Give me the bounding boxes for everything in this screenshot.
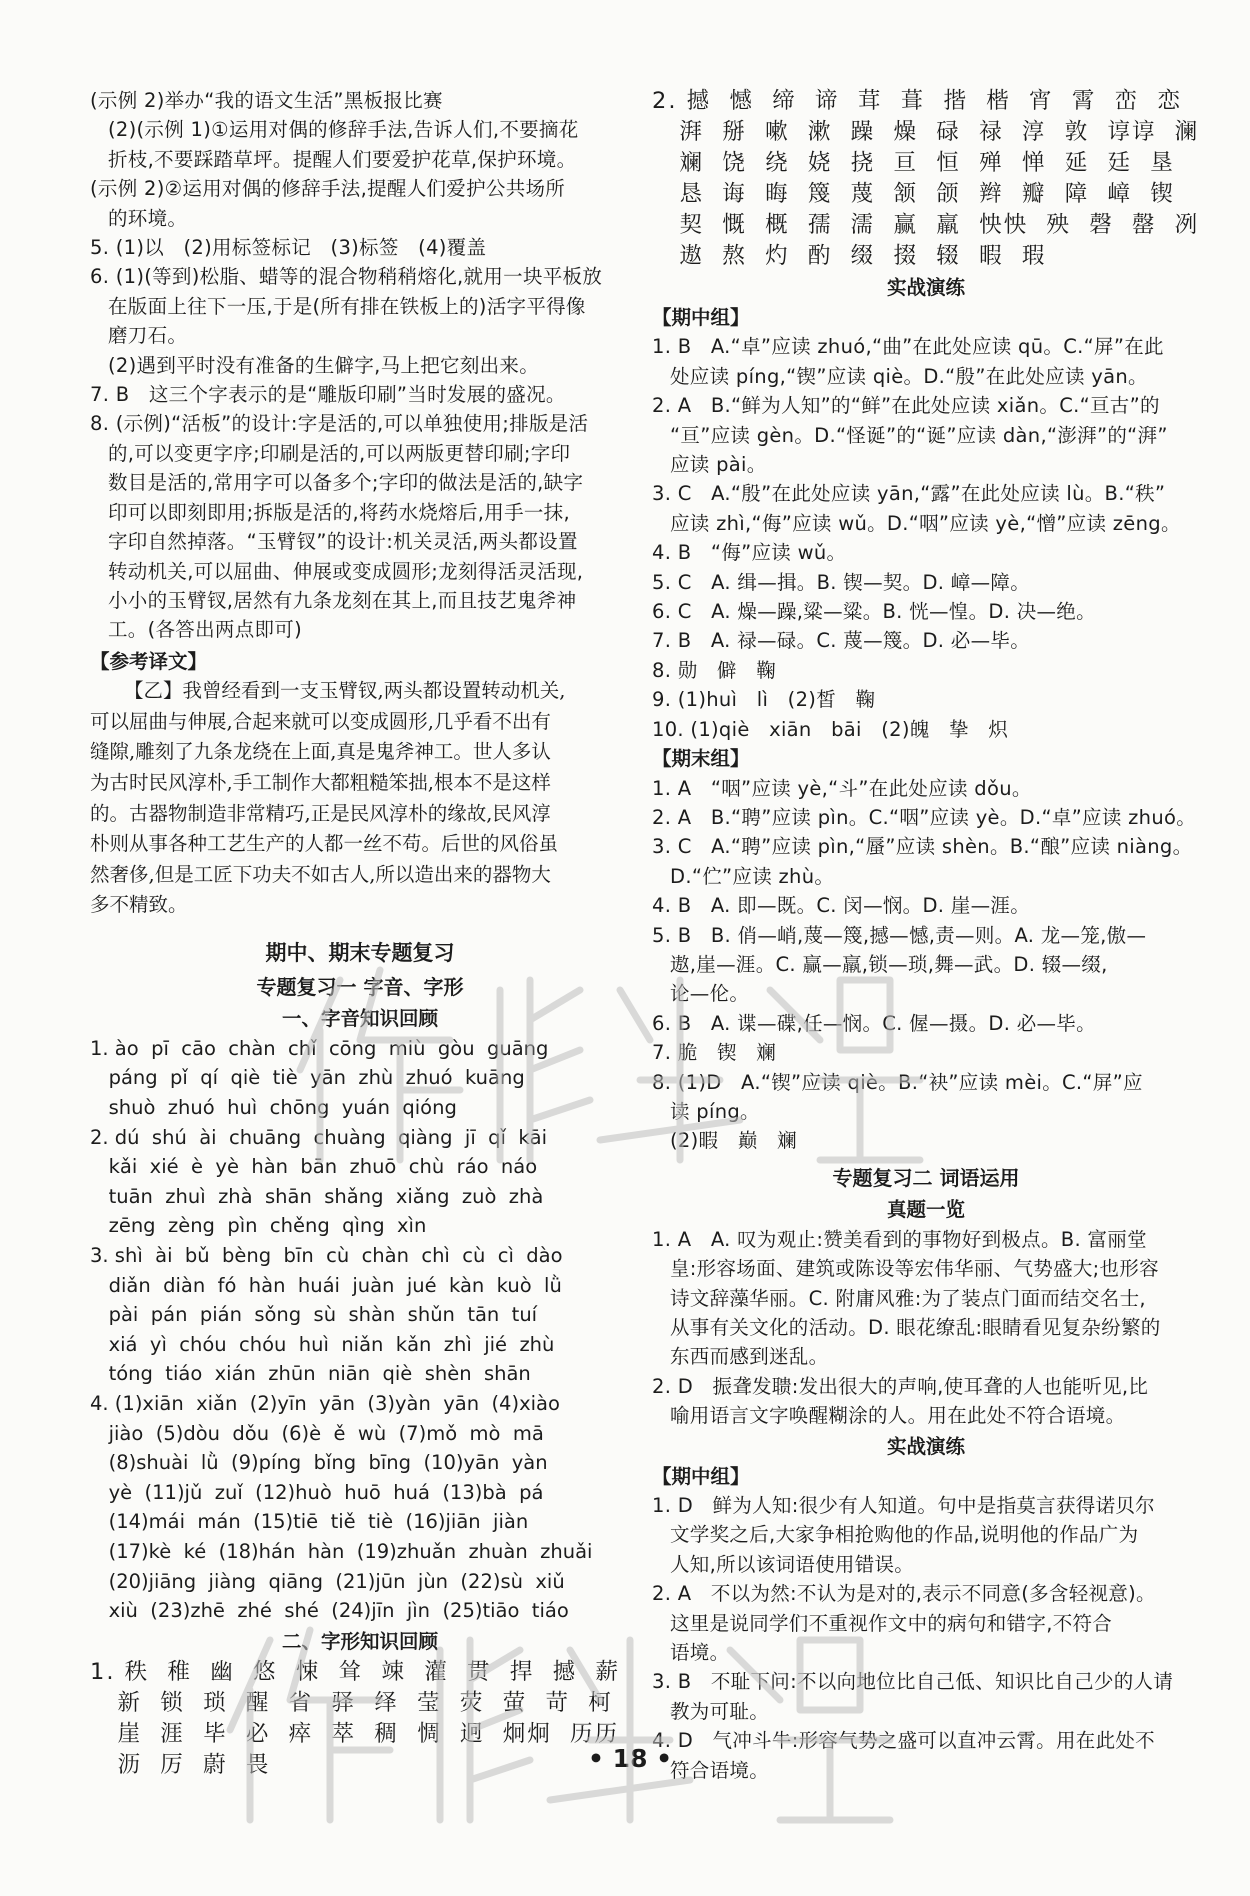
- answer-line: 数目是活的,常用字可以备多个;字印的做法是活的,缺字: [108, 471, 584, 495]
- answer-line: 折枝,不要踩踏草坪。提醒人们要爱护花草,保护环境。: [108, 147, 577, 171]
- answer-line: 皇:形容场面、建筑或陈设等宏伟华丽、气势盛大;也形容: [670, 1257, 1159, 1281]
- answer-line: D.“伫”应读 zhù。: [670, 864, 835, 888]
- character-line: 湃 掰 嗽 漱 躁 燥 碌 禄 淳 敦 谆谆 澜: [652, 119, 1200, 145]
- translation-line: 【乙】我曾经看到一支玉臂钗,两头都设置转动机关,: [124, 679, 566, 703]
- answer-line: 读 píng。: [670, 1099, 760, 1123]
- practice-title-2: 实战演练: [886, 1434, 965, 1458]
- answer-line: 2. A B.“鲜为人知”的“鲜”在此处应读 xiǎn。C.“亘古”的: [652, 394, 1160, 418]
- answer-line: 2. D 振聋发聩:发出很大的声响,使耳聋的人也能听见,比: [652, 1374, 1149, 1398]
- answer-line: 6. (1)(等到)松脂、蜡等的混合物稍稍熔化,就用一块平板放: [90, 265, 603, 289]
- page-number: • 18 •: [588, 1744, 673, 1773]
- pinyin-line: 1. ào pī cāo chàn chǐ cōng miù gòu guāng: [90, 1036, 549, 1060]
- practice-title: 实战演练: [886, 276, 965, 299]
- topic2-title: 专题复习二 词语运用: [832, 1165, 1020, 1190]
- answer-line: 在版面上往下一压,于是(所有排在铁板上的)活字平得像: [108, 294, 586, 318]
- answer-line: 工。(各答出两点即可): [108, 618, 303, 642]
- answer-line: 诗文辞藻华丽。C. 附庸风雅:为了装点门面而结交名士,: [670, 1286, 1146, 1310]
- answer-line: 1. D 鲜为人知:很少有人知道。句中是指莫言获得诺贝尔: [652, 1494, 1155, 1518]
- character-line: 新 锁 琐 醒 省 驿 绎 莹 荧 萤 苛 柯: [90, 1689, 613, 1716]
- answer-line: 喻用语言文字唤醒糊涂的人。用在此处不符合语境。: [670, 1404, 1126, 1428]
- answer-line: 4. B “侮”应读 wǔ。: [652, 541, 847, 565]
- character-form-answers: [90, 1657, 630, 1781]
- answer-line: 6. C A. 燥—躁,粱—粱。B. 恍—惶。D. 决—绝。: [652, 600, 1096, 624]
- character-line: 契 慨 概 孺 濡 赢 羸 怏怏 殃 磬 罄 冽: [652, 212, 1200, 238]
- answer-line: 符合语境。: [670, 1758, 770, 1782]
- right-column: [652, 86, 1200, 1785]
- translation-line: 朴则从事各种工艺生产的人都一丝不苟。后世的风俗虽: [90, 832, 559, 856]
- answer-line: (示例 2)②运用对偶的修辞手法,提醒人们爱护公共场所: [90, 177, 566, 201]
- answer-line: (2)(示例 1)①运用对偶的修辞手法,告诉人们,不要摘花: [108, 118, 579, 142]
- answer-line: 教为可耻。: [670, 1699, 770, 1723]
- answer-line: 8. (示例)“活板”的设计:字是活的,可以单独使用;排版是活: [90, 412, 589, 436]
- answer-line: 7. 脆 锲 斓: [652, 1041, 777, 1065]
- answer-line: 5. B B. 俏—峭,蔑—篾,撼—憾,责—则。A. 龙—笼,傲—: [652, 923, 1147, 947]
- midterm-answers-2: [652, 1491, 1200, 1785]
- left-answers: [90, 86, 630, 645]
- answer-line: (示例 2)举办“我的语文生活”黑板报比赛: [90, 89, 443, 112]
- answer-line: 2. A B.“聘”应读 pìn。C.“咽”应读 yè。D.“卓”应读 zhuó。: [652, 805, 1197, 829]
- pinyin-line: (8)shuài lǜ (9)píng bǐng bīng (10)yān yàn: [90, 1451, 548, 1475]
- midterm-tag-2: 【期中组】: [652, 1464, 750, 1488]
- answer-line: 6. B A. 谍—碟,任—悯。C. 偓—摄。D. 必—毕。: [652, 1011, 1096, 1035]
- answer-line: 转动机关,可以屈曲、伸展或变成圆形;龙刻得活灵活现,: [108, 559, 584, 583]
- answer-line: 3. C A.“殷”在此处应读 yān,“露”在此处应读 lù。B.“秩”: [652, 482, 1166, 506]
- pinyin-line: pài pán pián sǒng sù shàn shǔn tān tuí: [90, 1303, 538, 1327]
- answer-line: 3. C A.“聘”应读 pìn,“蜃”应读 shèn。B.“酿”应读 niàng。: [652, 835, 1193, 859]
- answer-line: 小小的玉臂钗,居然有九条龙刻在其上,而且技艺鬼斧神: [108, 588, 577, 612]
- answer-line: 5. C A. 缉—揖。B. 锲—契。D. 嶂—障。: [652, 570, 1030, 594]
- character-line: 斓 饶 绕 娆 挠 亘 恒 殚 惮 延 廷 垦: [652, 150, 1175, 176]
- real-questions-answers: [652, 1225, 1200, 1431]
- pinyin-line: 2. dú shú ài chuāng chuàng qiàng jī qǐ kāi: [90, 1125, 547, 1149]
- answer-line: 东西而感到迷乱。: [670, 1345, 829, 1369]
- topic1-title: 专题复习一 字音、字形: [256, 974, 464, 999]
- character-line: 恳 诲 晦 篾 蔑 颔 颌 辫 瓣 障 嶂 锲: [652, 181, 1175, 207]
- part2-title: 二、字形知识回顾: [281, 1629, 438, 1653]
- answer-line: 4. B A. 即—既。C. 闵—悯。D. 崖—涯。: [652, 894, 1030, 918]
- pinyin-line: (17)kè ké (18)hán hàn (19)zhuǎn zhuàn zhuǎi: [90, 1539, 593, 1563]
- answer-line: 1. B A.“卓”应读 zhuó,“曲”在此处应读 qū。C.“屏”在此: [652, 335, 1164, 359]
- answer-line: 10. (1)qiè xiān bāi (2)魄 挚 炽: [652, 717, 1009, 741]
- left-column: [90, 86, 630, 1781]
- pinyin-line: (14)mái mán (15)tiē tiě tiè (16)jiān jiàn: [90, 1510, 529, 1534]
- answer-line: 从事有关文化的活动。D. 眼花缭乱:眼睛看见复杂纷繁的: [670, 1316, 1161, 1339]
- answer-line: “亘”应读 gèn。D.“怪诞”的“诞”应读 dàn,“澎湃”的“湃”: [670, 423, 1168, 447]
- pinyin-line: diǎn diàn fó hàn huái juàn jué kàn kuò lǜ: [90, 1273, 562, 1297]
- pinyin-line: tóng tiáo xián zhūn niān qiè shèn shān: [90, 1362, 531, 1386]
- answer-line: 7. B 这三个字表示的是“雕版印刷”当时发展的盛况。: [90, 383, 566, 407]
- pinyin-line: jiào (5)dòu dǒu (6)è ě wù (7)mǒ mò mā: [90, 1421, 544, 1445]
- answer-line: 字印自然掉落。“玉臂钗”的设计:机关灵活,两头都设置: [108, 530, 578, 554]
- pinyin-answers: [90, 1034, 630, 1626]
- character-line: 遨 熬 灼 酌 缀 掇 辍 暇 瑕: [652, 243, 1047, 269]
- translation-heading: 【参考译文】: [90, 649, 208, 673]
- answer-line: 7. B A. 禄—碌。C. 蔑—篾。D. 必—毕。: [652, 629, 1030, 653]
- character-line: 沥 厉 蔚 畏: [90, 1751, 271, 1778]
- answer-line: 磨刀石。: [108, 324, 188, 348]
- answer-line: 论—伦。: [670, 982, 750, 1006]
- pinyin-line: 4. (1)xiān xiǎn (2)yīn yān (3)yàn yān (4)xiào: [90, 1392, 560, 1415]
- answer-line: 9. (1)huì lì (2)皙 鞠: [652, 688, 876, 712]
- translation-line: 的。古器物制造非常精巧,正是民风淳朴的缘故,民风淳: [90, 801, 551, 825]
- answer-line: 4. D 气冲斗牛:形容气势之盛可以直冲云霄。用在此处不: [652, 1729, 1155, 1753]
- answer-line: 处应读 píng,“锲”应读 qiè。D.“殷”在此处应读 yān。: [670, 364, 1148, 388]
- pinyin-line: kǎi xié è yè hàn bān zhuō chù ráo náo: [90, 1155, 538, 1179]
- answer-line: 印可以即刻即用;拆版是活的,将药水烧熔后,用手一抹,: [108, 500, 570, 524]
- final-tag: 【期末组】: [652, 747, 750, 771]
- character-form-answers-2: [652, 86, 1200, 272]
- answer-line: 5. (1)以 (2)用标签标记 (3)标签 (4)覆盖: [90, 236, 487, 260]
- pinyin-line: shuò zhuó huì chōng yuán qióng: [90, 1096, 457, 1120]
- answer-line: 的,可以变更字序;印刷是活的,可以两版更替印刷;字印: [108, 441, 571, 465]
- pinyin-line: 3. shì ài bǔ bèng bīn cù chàn chì cù cì dào: [90, 1244, 563, 1268]
- answer-line: 的环境。: [108, 206, 188, 230]
- answer-line: 遨,崖—涯。C. 赢—羸,锁—琐,舞—武。D. 辍—缀,: [670, 952, 1108, 976]
- answer-line: 2. A 不以为然:不认为是对的,表示不同意(多含轻视意)。: [652, 1582, 1156, 1606]
- character-line: 2. 撼 憾 缔 谛 茸 葺 揩 楷 宵 霄 峦 恋: [652, 88, 1182, 114]
- real-questions-title: 真题一览: [886, 1197, 965, 1221]
- translation-line: 多不精致。: [90, 893, 188, 917]
- pinyin-line: xiá yì chóu chóu huì niǎn kǎn zhì jié zhù: [90, 1332, 555, 1356]
- midterm-tag: 【期中组】: [652, 306, 750, 329]
- answer-line: 人知,所以该词语使用错误。: [670, 1552, 915, 1576]
- pinyin-line: (20)jiāng jiàng qiāng (21)jūn jùn (22)sù xiǔ: [90, 1569, 565, 1593]
- answer-line: 文学奖之后,大家争相抢购他的作品,说明他的作品广为: [670, 1523, 1139, 1547]
- midterm-answers: [652, 332, 1200, 744]
- reference-translation: [90, 676, 630, 921]
- answer-line: 3. B 不耻下问:不以向地位比自己低、知识比自己少的人请: [652, 1670, 1174, 1694]
- answer-line: 应读 zhì,“侮”应读 wǔ。D.“咽”应读 yè,“憎”应读 zēng。: [670, 511, 1181, 535]
- answer-line: 8. (1)D A.“锲”应读 qiè。B.“袂”应读 mèi。C.“屏”应: [652, 1070, 1143, 1094]
- pinyin-line: zēng zèng pìn chěng qìng xìn: [90, 1214, 427, 1238]
- answer-line: (2)遇到平时没有准备的生僻字,马上把它刻出来。: [108, 353, 540, 377]
- translation-line: 为古时民风淳朴,手工制作大都粗糙笨拙,根本不是这样: [90, 770, 551, 794]
- translation-line: 可以屈曲与伸展,合起来就可以变成圆形,几乎看不出有: [90, 709, 551, 733]
- translation-line: 然奢侈,但是工匠下功夫不如古人,所以造出来的器物大: [90, 862, 551, 886]
- answer-line: 1. A “咽”应读 yè,“斗”在此处应读 dǒu。: [652, 776, 1032, 800]
- answer-line: 应读 pài。: [670, 453, 767, 477]
- pinyin-line: xiù (23)zhē zhé shé (24)jīn jìn (25)tiāo tiáo: [90, 1599, 569, 1623]
- pinyin-line: tuān zhuì zhà shān shǎng xiǎng zuò zhà: [90, 1184, 544, 1208]
- pinyin-line: yè (11)jǔ zuǐ (12)huò huō huá (13)bà pá: [90, 1480, 544, 1504]
- section-title: 期中、期末专题复习: [265, 940, 455, 965]
- translation-line: 缝隙,雕刻了九条龙绕在上面,真是鬼斧神工。世人多认: [90, 740, 551, 764]
- final-answers: [652, 774, 1200, 1156]
- part1-title: 一、字音知识回顾: [281, 1006, 438, 1030]
- answer-line: 这里是说同学们不重视作文中的病句和错字,不符合: [670, 1611, 1113, 1635]
- character-line: 崖 涯 毕 必 瘁 萃 稠 惆 迥 炯炯 历历: [90, 1720, 619, 1747]
- answer-line: 8. 勋 僻 鞠: [652, 658, 777, 682]
- answer-line: (2)暇 巅 斓: [670, 1129, 797, 1153]
- answer-line: 语境。: [670, 1641, 730, 1665]
- pinyin-line: páng pǐ qí qiè tiè yān zhù zhuó kuāng: [90, 1066, 525, 1090]
- character-line: 1. 秩 稚 幽 悠 悚 耸 竦 灌 贯 捍 撼 薪: [90, 1658, 620, 1685]
- answer-line: 1. A A. 叹为观止:赞美看到的事物好到极点。B. 富丽堂: [652, 1227, 1147, 1251]
